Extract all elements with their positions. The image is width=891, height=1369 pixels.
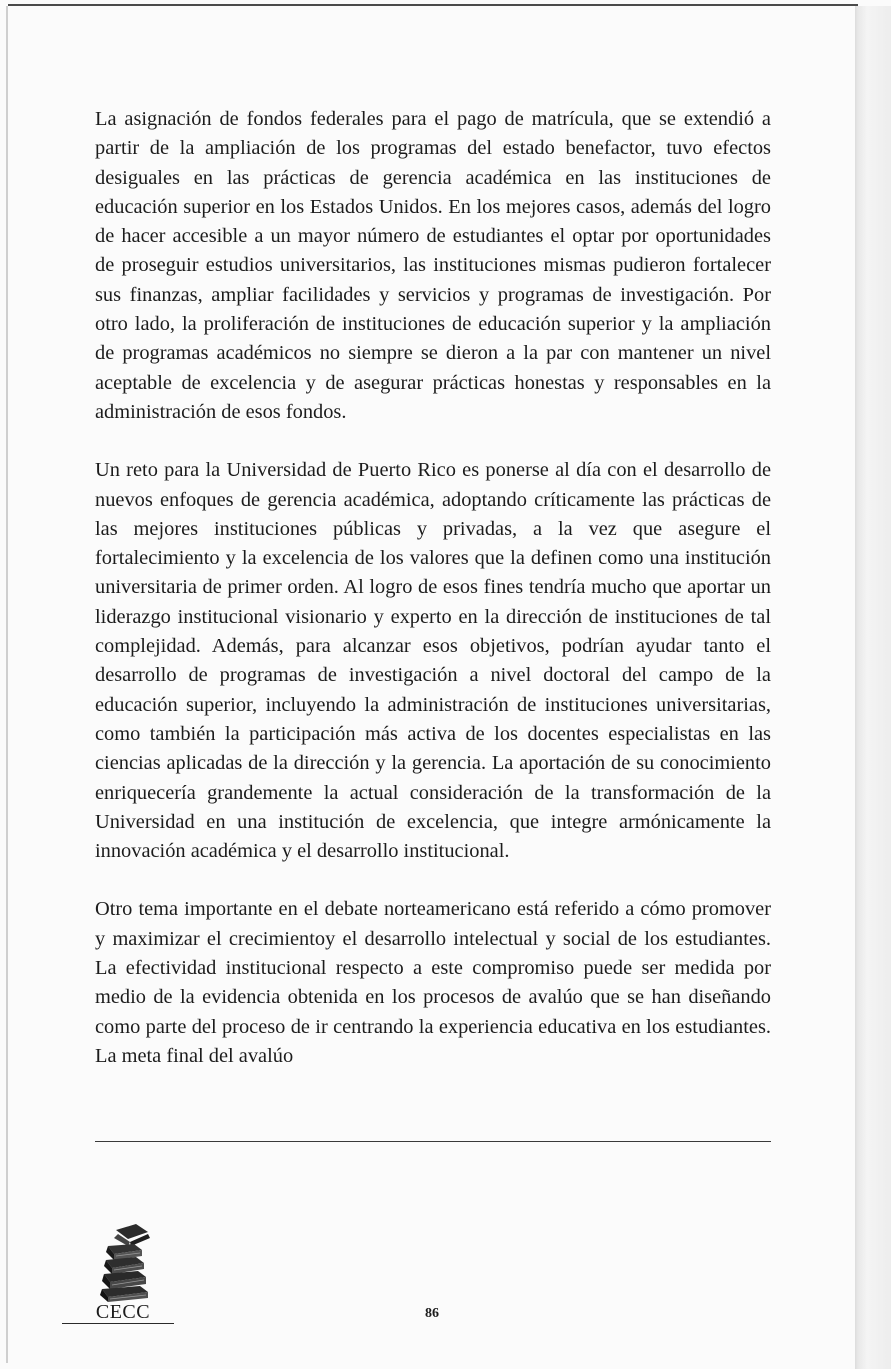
scan-edge-top [8, 4, 858, 6]
logo-underline [62, 1323, 174, 1324]
cecc-logo [78, 1222, 168, 1327]
page-number: 86 [425, 1306, 439, 1321]
footer-rule [95, 1141, 771, 1142]
stacked-books-icon [78, 1222, 168, 1302]
paragraph-2: Un reto para la Universidad de Puerto Rico es ponerse al día con el desarrollo de nuevos enfoques de gerencia académica, adoptando críticamente las prácticas de las mejores instituciones públicas y privadas, a la vez que asegure el fortalecimiento y la excelencia de los valores que la definen como una institución universitaria de primer orden. Al logro de esos fines tendría mucho que aportar un liderazgo institucional visionario y experto en la dirección de instituciones de tal complejidad. Además, para alcanzar esos objetivos, podrían ayudar tanto el desarrollo de programas de investigación a nivel doctoral del campo de la educación superior, incluyendo la administración de instituciones universitarias, como también la participación más activa de los docentes especialistas en las ciencias aplicadas de la dirección y la gerencia. La aportación de su conocimiento enriquecería grandemente la actual consideración de la transformación de la Universidad en una institución de excelencia, que integre armónicamente la innovación académica y el desarrollo institucional. [95, 459, 771, 863]
scan-edge-right [855, 6, 891, 1369]
paragraph-1: La asignación de fondos federales para el pago de matrícula, que se extendió a partir de la ampliación de los programas del estado benefactor, tuvo efectos desiguales en las prácticas de gerencia académica en las instituciones de educación superior en los Estados Unidos. En los mejores casos, además del logro de hacer accesible a un mayor número de estudiantes el optar por oportunidades de proseguir estudios universitarios, las instituciones mismas pudieron fortalecer sus finanzas, ampliar facilidades y servicios y programas de investigación. Por otro lado, la proliferación de instituciones de educación superior y la ampliación de programas académicos no siempre se dieron a la par con mantener un nivel aceptable de excelencia y de asegurar prácticas honestas y responsables en la administración de esos fondos. [95, 108, 771, 423]
paragraph-3: Otro tema importante en el debate norteamericano está referido a cómo promover y maximizar el crecimientoy el desarrollo intelectual y social de los estudiantes. La efectividad institucional respecto a este compromiso puede ser medida por medio de la evidencia obtenida en los procesos de avalúo que se han diseñando como parte del proceso de ir centrando la experiencia educativa en los estudiantes. La meta final del avalúo [95, 898, 771, 1067]
logo-text: CECC [95, 1301, 151, 1323]
scan-edge-left [6, 6, 8, 1363]
body-text [95, 105, 771, 1071]
